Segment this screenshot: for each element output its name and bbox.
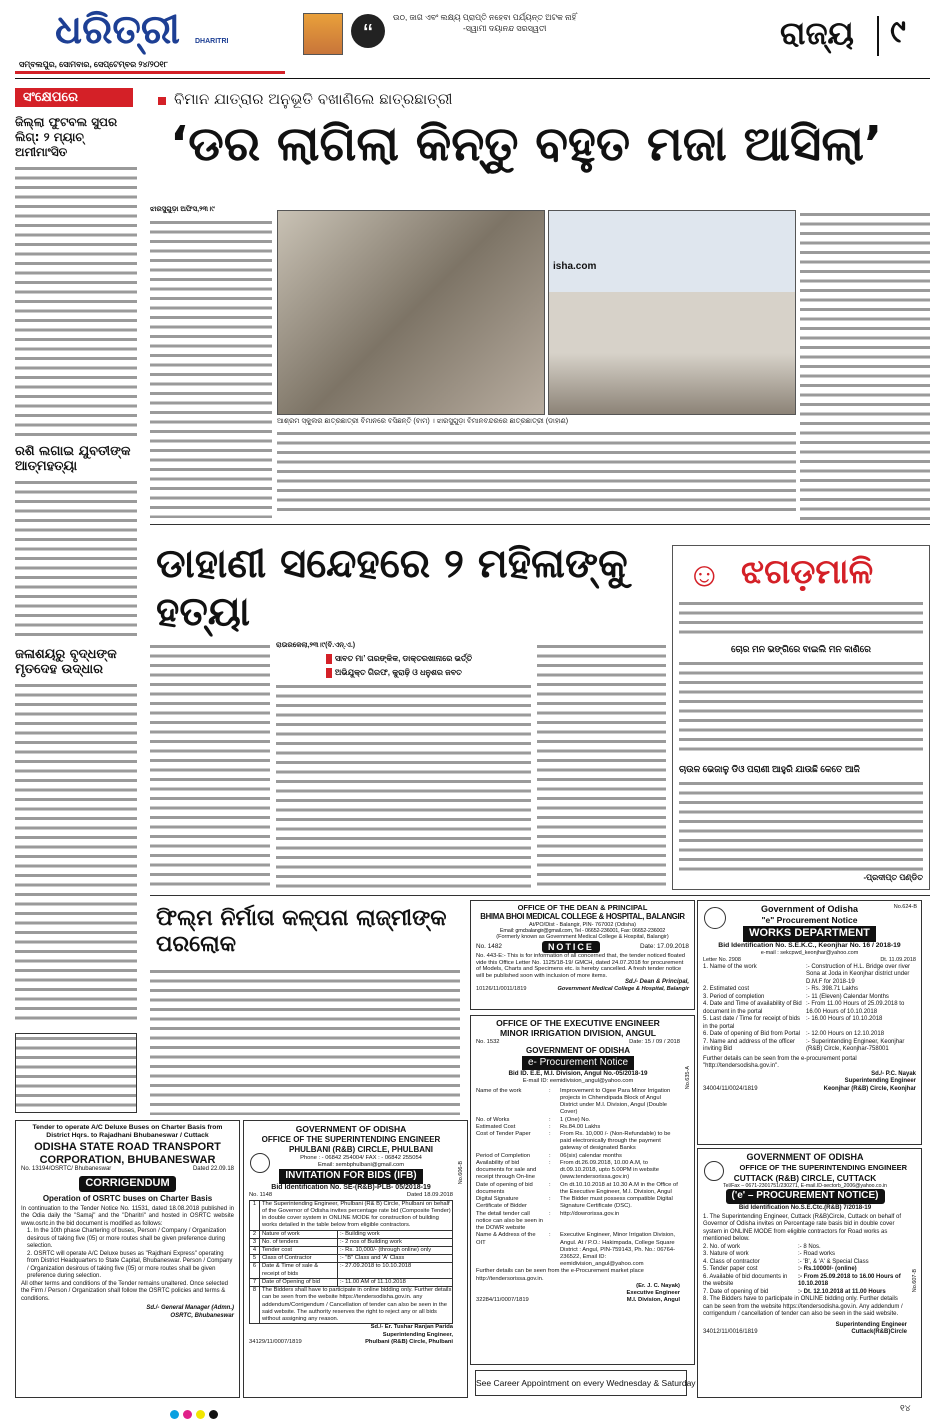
- ad-row: Availability of bid documents for sale and receipt through On-line : From dt.26.09.2018, 10.00 A.M, to dt.09.10.2018, upto 5.00PM in website (www.tendersorissa.gov.in): [476, 1160, 680, 1182]
- ad-title: PHULBANI (R&B) CIRCLE, PHULBANI: [289, 1144, 433, 1154]
- odisha-emblem-icon: [250, 1153, 270, 1173]
- portrait-image: [303, 13, 343, 55]
- ad-row: 2 Nature of work :- Building work: [250, 1231, 452, 1239]
- ad-title: BHIMA BHOI MEDICAL COLLEGE & HOSPITAL, BALANGIR: [480, 911, 685, 921]
- ad-note: (Formerly known as Government Medical College & Hospital, Balangir): [496, 934, 669, 941]
- ad-row: 5 Class of Contractor :- "B" Class and 'A' Class: [250, 1255, 452, 1263]
- photo-caption-block: [277, 418, 796, 516]
- ad-row: [703, 986, 916, 994]
- ad-row-number: 7: [250, 1279, 260, 1286]
- ad-side-number: No.607-B: [912, 1269, 919, 1293]
- ad-signature: Sd./- General Manager (Admn.): [146, 1305, 234, 1311]
- ad-code: 34012/11/0016/1819: [703, 1329, 758, 1336]
- ad-side-number: No.606-B: [458, 1161, 465, 1185]
- quote-body: ଉଠ, ଜାଗ ଏବଂ ଲକ୍ଷ୍ୟ ପ୍ରାପ୍ତି ନହେବା ପର୍ଯ୍ୟନ୍ତ ଅଟକ ନାହିଁ: [393, 13, 577, 22]
- ad-row-number: 4: [250, 1247, 260, 1254]
- story-film: [150, 900, 460, 1115]
- ad-item: 8. The Bidders have to participate in ONLINE bidding only. Further details can be seen from the website https://tendersodisha.gov.in. Any addendum / corrigendum / cancellation of tender can also be seen in the said website.: [703, 1296, 903, 1318]
- ad-item: 1. The Superintending Engineer, Cuttack (R&B)Circle, Cuttack on behalf of Governor of Odisha invites on Percentage rate basis bid in double cover system in ONLINE MODE from eligible contractors for Road works as mentioned below.: [703, 1213, 901, 1243]
- ad-row: [703, 994, 916, 1002]
- ad-row: [703, 1259, 907, 1267]
- ad-row-value: From dt.26.09.2018, 10.00 A.M, to dt.09.10.2018, upto 5.00PM in website (www.tendersorissa.gov.in): [560, 1159, 659, 1181]
- ad-row-value: 27.09.2018 to 10.10.2018: [345, 1263, 412, 1270]
- ad-further: Further details can be seen from the e-procurement portal "http://tendersodisha.gov.in".: [703, 1055, 857, 1070]
- photo-sign-text: isha.com: [553, 261, 597, 272]
- ad-row-number: 5: [250, 1255, 260, 1262]
- ad-row-value: :- Construction of H.L. Bridge over river Sona at Joda in Keonjhar district under D.M.F for 2018-19: [806, 963, 911, 985]
- ad-phulbani-ifb: [243, 1120, 468, 1398]
- ad-code: 34004/11/0024/1819: [703, 1085, 758, 1092]
- newspaper-logo-en: DHARITRI: [195, 38, 229, 45]
- ad-row-number: 6: [250, 1263, 260, 1277]
- ad-row: [703, 1251, 907, 1259]
- ad-number: No. 13194/OSRTC/ Bhubaneswar: [21, 1166, 112, 1173]
- ad-row-value: :- 'B', & 'A' & Special Class: [798, 1258, 869, 1265]
- ad-email: e-mail : sekcpwd_keonjhar@yahoo.com: [760, 950, 859, 957]
- ad-row-label: Name & Address of the OIT: [476, 1232, 536, 1246]
- story-body: [277, 429, 796, 516]
- satire-intro: [679, 599, 923, 636]
- ad-row-label: 3. Period of completion: [703, 993, 765, 1000]
- ad-row-label: 4. Date and Time of availability of Bid document in the portal: [703, 1001, 802, 1015]
- ad-row-value: :- 16.00 Hours of 10.10.2018: [806, 1016, 883, 1023]
- ad-row: Period of Completion : 06(six) calendar months: [476, 1153, 680, 1160]
- ad-row: [703, 1001, 916, 1016]
- ad-row-value: 06(six) calendar months: [560, 1152, 622, 1159]
- ad-title: ODISHA STATE ROAD TRANSPORT CORPORATION, BHUBANESWAR: [34, 1140, 221, 1166]
- story-body: [150, 642, 270, 890]
- ad-signature: Government Medical College & Hospital, Balangir: [557, 986, 689, 993]
- ad-row-value: The Bidder must possess compatible Digital Signature Certificate (DSC).: [560, 1196, 673, 1210]
- satire-title: ଝଗଡ଼ମାଳି: [741, 552, 874, 592]
- ad-signature: (Er. J. C. Nayak): [636, 1282, 680, 1289]
- ad-department-label: WORKS DEPARTMENT: [743, 926, 876, 942]
- ad-row-value: Improvement to Ogee Para Minor Irrigation projects in Chhendipada Block of Angul District under M.I. Division, Angul (Double Cover): [560, 1087, 671, 1116]
- ad-row-value: On dt.10.10.2018 at 10.30 A.M in the Office of the Executive Engineer, M.I. Division, Angul: [560, 1181, 678, 1195]
- ad-row: No. of Works : 1 (One) No.: [476, 1117, 680, 1124]
- satire-body: [679, 779, 923, 871]
- ad-number: No. 1532: [476, 1038, 500, 1045]
- ad-contact: Tel/Fax – 0671-2301751/230271, E-mail.ID-sectorb_2006@yahoo.co.in: [723, 1182, 887, 1189]
- ad-procurement-label: e- Procurement Notice: [522, 1056, 634, 1071]
- career-banner: [475, 1370, 696, 1396]
- ad-row-label: 4. Class of contractor: [703, 1258, 760, 1265]
- ad-row-label: Tender cost: [260, 1247, 338, 1254]
- ad-date: Date: 17.09.2018: [639, 943, 689, 950]
- ad-side-number: No.635-A: [685, 1066, 692, 1090]
- ad-row-label: 6. Available of bid documents in the website: [703, 1273, 788, 1288]
- satire-author: -ପ୍ରଦୀପ୍ତ ପଣ୍ଡିତ: [863, 872, 923, 882]
- ad-row-label: 6. Date of opening of Bid from Portal: [703, 1031, 801, 1038]
- ad-row-label: 5. Last date / Time for receipt of bids in the portal: [703, 1016, 801, 1030]
- ad-date: Dated 22.09.18: [192, 1166, 234, 1173]
- ad-row-value: Building work: [345, 1230, 380, 1237]
- ad-date: Dated 18.09.2018: [406, 1192, 453, 1199]
- ad-row-value: http://dowrorissa.gov.in: [560, 1210, 620, 1217]
- ad-row-label: 1. Name of the work: [703, 963, 757, 970]
- newspaper-logo: ଧରିତ୍ରୀ: [55, 7, 180, 53]
- ad-table: [703, 964, 916, 1054]
- ad-letter-no: Letter No. 2908: [703, 956, 741, 963]
- ad-item: The Bidders shall have to participate in online bidding only. Further details can be seen from the website https://tendersodisha.gov.in. any addendum/Corrigendum / Cancellation of tender can also be seen in the said website. The authority reserves the right to reject any or all bids without assigning any reason.: [262, 1287, 452, 1323]
- ad-row-label: 2. No. of work: [703, 1243, 741, 1250]
- ad-row-number: 1: [250, 1201, 260, 1230]
- brief-body: [15, 164, 137, 436]
- story-body: [800, 210, 930, 520]
- ad-row: [703, 1031, 916, 1039]
- ad-contact: Email: gmcbalangir@gmail.com, Tel - 06652-236001, Fax: 06652-236002: [499, 927, 666, 934]
- ad-row-number: 2: [250, 1231, 260, 1238]
- ad-bhima-bhoi-notice: [470, 900, 695, 1010]
- ad-body: In continuation to the Tender Notice No. 11531, dated 18.08.2018 published in the Odia daily the "Samaj" and the "Dharitri" and hosted in OSRTC website www.osrtc.in the bid document is modified as follows:: [21, 1205, 234, 1227]
- ad-row-label: Estimated Cost: [476, 1123, 516, 1130]
- ad-row-value: 11.00 AM of 11.10.2018: [345, 1278, 406, 1285]
- dateline: [15, 60, 285, 74]
- ad-row: The detail tender call notice can also be seen in the DOWR website : http://dowrorissa.gov.in: [476, 1211, 680, 1233]
- ad-title: OFFICE OF THE SUPERINTENDING ENGINEER: [739, 1163, 907, 1173]
- ad-row-label: Period of Completion: [476, 1152, 531, 1159]
- ad-title: GOVERNMENT OF ODISHA: [746, 1152, 864, 1162]
- ad-title: OFFICE OF THE DEAN & PRINCIPAL: [517, 903, 648, 912]
- ad-row-label: Availability of bid documents for sale and receipt through On-line: [476, 1159, 537, 1181]
- ad-row: [703, 1039, 916, 1054]
- ad-row-value: :- Dt. 12.10.2018 at 11.00 Hours: [798, 1288, 886, 1295]
- ad-row: 3 No. of tenders :- 2 nos of Building work: [250, 1239, 452, 1247]
- ad-signature: OSRTC, Bhubaneswar: [170, 1312, 234, 1319]
- ad-row-label: Date of Opening of bid: [260, 1279, 338, 1286]
- ad-row-value: :- Rs. 398.71 Lakhs: [806, 986, 859, 993]
- ad-corrigendum-label: CORRIGENDUM: [79, 1176, 175, 1192]
- quote-author: -ସ୍ୱାମୀ ଦୟାନନ୍ଦ ସରସ୍ୱତୀ: [463, 24, 547, 34]
- story-headline: ଡାହାଣୀ ସନ୍ଦେହରେ ୨ ମହିଳାଙ୍କୁ ହତ୍ୟା: [156, 541, 628, 635]
- ad-row-value: :- From 25.09.2018 to 16.00 Hours of 10.10.2018: [798, 1273, 901, 1288]
- ad-row-label: Nature of work: [260, 1231, 338, 1238]
- ad-row: 4 Tender cost :- Rs. 10,000/- (through online) only: [250, 1247, 452, 1255]
- ad-row: [703, 1289, 907, 1297]
- ad-further: Further details can be seen from the e-Procurement market place http://tendersorissa.gov.in.: [476, 1268, 644, 1282]
- page-marker: ୧୪: [900, 1403, 911, 1413]
- ad-row-value: Rs. 10,000/- (through online) only: [345, 1246, 432, 1253]
- satire-box: [672, 545, 930, 890]
- odisha-emblem-icon: [704, 1161, 724, 1181]
- ad-row: 6 Date & Time of sale & receipt of bids :- 27.09.2018 to 10.10.2018: [250, 1263, 452, 1278]
- ad-row: Name of the work : Improvement to Ogee Para Minor Irrigation projects in Chhendipada Block of Angul District under M.I. Division, Angul (Double Cover): [476, 1088, 680, 1117]
- ad-row: Date of opening of bid documents : On dt.10.10.2018 at 10.30 A.M in the Office of the Executive Engineer, M.I. Division, Angul: [476, 1182, 680, 1196]
- ad-row-label: Name of the work: [476, 1087, 522, 1094]
- satire-subhead: ଚାଉଳ ଭେଜାଳୁ ଡିଓ ପରାଣୀ ଆହୁରି ଯାଉଛି କେତେ ଆଜି: [679, 763, 860, 774]
- ad-row: [703, 1266, 907, 1274]
- ad-row: [703, 964, 916, 987]
- ad-osrtc-corrigendum: [15, 1120, 240, 1398]
- ad-title: CUTTACK (R&B) CIRCLE, CUTTACK: [733, 1172, 877, 1183]
- ad-title: MINOR IRRIGATION DIVISION, ANGUL: [499, 1027, 657, 1038]
- ad-item: 1. In the 10th phase Chartering of buses, Person / Company / Organization desirous of taking five (05) or more routes shall be given preference during selection.: [27, 1228, 227, 1249]
- ad-code: 34129/11/0007/1819: [249, 1338, 302, 1345]
- ad-procurement-label: ('e' – PROCUREMENT NOTICE): [726, 1189, 885, 1204]
- story-body: [150, 967, 460, 1115]
- color-registration-marks: [170, 1410, 218, 1419]
- ad-title: Government of Odisha: [760, 904, 858, 914]
- ad-date: Date: 15 / 09 / 2018: [629, 1038, 680, 1045]
- ad-angul-irrigation: [470, 1015, 695, 1365]
- ad-row-value: 2 nos of Building work: [345, 1238, 402, 1245]
- ad-signature: Sd./- Er. Tushar Ranjan Parida: [370, 1324, 453, 1331]
- ad-cuttack-procurement: [697, 1148, 922, 1398]
- ad-row-value: :- From 11.00 Hours of 25.09.2018 to 16.00 Hours of 10.10.2018: [806, 1001, 905, 1015]
- highlight-bullet: ଅଭିଯୁକ୍ତ ଗିରଫ, କୁରାଢ଼ି ଓ ଧନୁଶର ଜବତ: [326, 668, 531, 678]
- ad-row-label: 7. Date of opening of bid: [703, 1288, 769, 1295]
- ad-row-value: :- 11 (Eleven) Calendar Months: [806, 993, 889, 1000]
- ad-number: No. 1148: [249, 1192, 273, 1199]
- ad-row-label: No. of Works: [476, 1116, 510, 1123]
- ad-signature: Sd./- P.C. Nayak: [871, 1070, 916, 1077]
- ad-bid-id: Bid Identification No. S.E.K.C., Keonjhar No. 16 / 2018-19: [718, 941, 901, 949]
- career-banner-text: See Career Appointment on every Wednesday & Saturday: [476, 1378, 696, 1388]
- ad-signature: Sd./- Dean & Principal,: [624, 979, 689, 986]
- story-byline: ରାଉରକେଲା,୨୩।୯(ବି.ଏନ୍.ଏ.): [276, 642, 356, 649]
- brief-headline: ରଶି ଲଗାଇ ଯୁବତୀଙ୍କ ଆତ୍ମହତ୍ୟା: [15, 443, 131, 474]
- ad-row: 7 Date of Opening of bid :- 11.00 AM of 11.10.2018: [250, 1279, 452, 1287]
- ad-email: Email: sembphulbani@gmail.com: [317, 1161, 405, 1168]
- ad-row-value: :- Road works: [798, 1251, 836, 1258]
- cartoon-icon: ☺: [687, 556, 722, 594]
- ad-title: OFFICE OF THE EXECUTIVE ENGINEER: [496, 1018, 660, 1028]
- ad-row: [703, 1274, 907, 1289]
- ad-code: 32284/11/0007/1819: [476, 1297, 529, 1304]
- ad-contact: Phone : - 06842 254004/ FAX : - 06842 255054: [300, 1154, 422, 1161]
- ad-row-value: "B" Class and 'A' Class: [345, 1255, 405, 1262]
- satire-body: [679, 659, 923, 756]
- photo-students-plane: [548, 210, 796, 415]
- ad-address: At/PO/Dist - Balangir, PIN- 767002 (Odisha): [529, 921, 636, 928]
- highlight-bullet: ସାବତ ମା’ ତାରଙ୍କିକ, ଡାକ୍ତରଖାନାରେ ଭର୍ତ୍ତି: [326, 654, 531, 664]
- ad-row: [703, 1244, 907, 1252]
- ad-title: GOVERNMENT OF ODISHA: [525, 1045, 630, 1055]
- story-headline: ‘ଡର ଲାଗିଲା କିନ୍ତୁ ବହୁତ ମଜା ଆସିଲା’: [170, 116, 883, 172]
- ad-row-value: Executive Engineer, Minor Irrigation Division, Angul. At / P.O.: Hakimpada, College Square District : Angul, PIN-759143, Ph. No.: 06764- 236522, Email ID: eemidivision_angul@yahoo.com: [560, 1232, 676, 1268]
- story-body: [150, 218, 272, 518]
- divider: [150, 524, 930, 525]
- ad-row-value: :- Rs.10000/- (online): [798, 1266, 857, 1273]
- ad-signature: Phulbani (R&B) Circle, Phulbani: [365, 1338, 453, 1345]
- story-body: [276, 682, 531, 890]
- ad-row: Estimated Cost : Rs.84.00 Lakhs: [476, 1124, 680, 1131]
- ad-row-label: 5. Tender paper cost: [703, 1266, 758, 1273]
- story-middle-column: [276, 642, 531, 890]
- ad-title: "e" Procurement Notice: [761, 915, 858, 926]
- ad-row: [703, 1016, 916, 1031]
- ad-row-label: The detail tender call notice can also be seen in the DOWR website: [476, 1210, 544, 1232]
- ad-row-label: Cost of Tender Paper: [476, 1130, 531, 1137]
- section-title: ରାଜ୍ୟ: [780, 14, 854, 52]
- ad-ifb-label: INVITATION FOR BIDS (IFB): [279, 1169, 422, 1184]
- ad-bid-id: Bid Identification No. SE-(R&B)-PLB- 05/2018-19: [271, 1183, 431, 1191]
- ad-title: OFFICE OF THE SUPERINTENDING ENGINEER: [261, 1134, 441, 1144]
- story-byline: ଝାରସୁଗୁଡ଼ା ଅଫିସ,୨୩।୯: [150, 206, 215, 213]
- page-number: ୯: [890, 12, 906, 50]
- brief-body: [15, 478, 137, 640]
- ad-row: Digital Signature Certificate of Bidder : The Bidder must possess compatible Digital Signature Certificate (DSC).: [476, 1196, 680, 1210]
- ad-row-value: 1 (One) No.: [560, 1116, 591, 1123]
- briefs-column: [15, 88, 137, 1113]
- ad-row-value: :- Superintending Engineer, Keonjhar (R&B) Circle, Keonjhar-758001: [806, 1038, 905, 1053]
- story-witch: [150, 530, 666, 890]
- brief-box: [15, 1033, 137, 1113]
- ad-row: Name & Address of the OIT : Executive Engineer, Minor Irrigation Division, Angul. At / P.O.: Hakimpada, College Square District : Angul, PIN-759143, Ph. No.: 06764- 236522, Email ID: eemidivision_angul@yahoo.com: [476, 1232, 680, 1268]
- brief-body: [15, 681, 137, 1023]
- ad-row-number: 8: [250, 1287, 260, 1323]
- ad-title: GOVERNMENT OF ODISHA: [295, 1124, 407, 1134]
- ad-bid-id: Bid Identification No.S.E.Ctc.(R&B) 7/2018-19: [738, 1203, 872, 1211]
- story-kicker: ବିମାନ ଯାତ୍ରାର ଅନୁଭୂତି ବଖାଣିଲେ ଛାତ୍ରଛାତ୍ରୀ: [174, 90, 453, 108]
- ad-signature: Keonjhar (R&B) Circle, Keonjhar: [823, 1085, 916, 1092]
- briefs-tag: ସଂକ୍ଷେପରେ: [15, 88, 133, 107]
- masthead: [15, 8, 930, 80]
- ad-signature: Superintending Engineer,: [382, 1331, 453, 1338]
- story-plane: [150, 88, 930, 520]
- ad-row-value: :- 8 Nos.: [798, 1243, 821, 1250]
- brief-headline: ଜିଲ୍ଲା ଫୁଟବଲ ସୁପର ଲିଗ୍: ୨ ମ୍ୟାଚ୍ ଅମୀମାଂସିତ: [15, 115, 118, 159]
- story-body: [537, 642, 666, 890]
- ad-row-label: No. of tenders: [260, 1239, 338, 1246]
- divider: [877, 16, 879, 56]
- ad-item: The Superintending Engineer, Phulbani (R& B) Circle, Phulbani on behalf of the Governor of Odisha invites percentage rate bid (Composite Tender) in double cover system in ONLINE MODE for construction of building works detailed in the table below from eligible contractors.: [262, 1200, 451, 1229]
- ad-row-value: From Rs. 10,000 /- (Non-Refundable) to be paid electronically through the payment gateway of designated Banks: [560, 1130, 671, 1152]
- ad-code: 10126/11/0011/1819: [476, 986, 527, 993]
- ad-table: [250, 1231, 452, 1288]
- ad-body: All other terms and conditions of the Tender remains unaltered. Once selected the Firm / Person / Organization shall follow the OSRTC policies and terms & conditions.: [21, 1280, 229, 1302]
- ad-signature: Cuttack(R&B)Circle: [851, 1329, 907, 1336]
- satire-subhead: ଚୋର ମନ ଭଙ୍ଗିରେ ବାଇଲି ମନ କାଣିରେ: [731, 643, 871, 654]
- ad-bid-id: Bid ID. E.E, M.I. Division, Angul No.-05/2018-19: [508, 1070, 648, 1078]
- ad-number: No. 1482: [476, 943, 502, 950]
- ad-table: [703, 1244, 907, 1297]
- ad-row-label: Date of opening of bid documents: [476, 1181, 533, 1195]
- story-headline: ଫିଲ୍ମ ନିର୍ମାତା କଳ୍ପନା ଲାଜ୍ମୀଙ୍କ ପରଲୋକ: [156, 906, 447, 958]
- ad-signature: Superintending Engineer: [844, 1078, 916, 1085]
- ad-signature: M.I. Division, Angul: [626, 1297, 680, 1304]
- ad-row: Cost of Tender Paper : From Rs. 10,000 /- (Non-Refundable) to be paid electronically through the payment gateway of designated Banks: [476, 1131, 680, 1153]
- quote-icon: “: [351, 14, 385, 48]
- ad-body: No. 443-E:- This is for information of all concerned that, the tender noticed floated vide this Office Letter No. 1125/18-19/ GMCH, dated 24.07.2018 for procurement of Models, Charts and Specimens etc. is hereby cancelled. A fresh tender notice will be published soon with inclusion of more items.: [476, 952, 686, 979]
- ad-row-label: 3. Nature of work: [703, 1251, 749, 1258]
- ad-row-label: Digital Signature Certificate of Bidder: [476, 1196, 527, 1210]
- divider: [15, 78, 930, 79]
- photo-caption: ଆଶ୍ରମ ସ୍କୁଲର ଛାତ୍ରଛାତ୍ରୀ ବିମାନରେ ବସିଛନ୍ତି (ବାମ) । ଝାରସୁଗୁଡ଼ା ବିମାନବନ୍ଦରରେ ଛାତ୍ରଛାତ୍ରୀ (ଡାହାଣ): [277, 418, 569, 425]
- brief-headline: ଜଳାଶୟରୁ ବୃଦ୍ଧଙ୍କ ମୃତଦେହ ଉଦ୍ଧାର: [15, 647, 117, 678]
- ad-row-label: 7. Name and address of the officer inviting Bid: [703, 1038, 795, 1053]
- dateline-text: ସମ୍ବଲପୁର, ସୋମବାର, ସେପ୍ଟେମ୍ବର ୨୪/୨୦୧୮: [19, 60, 168, 69]
- kicker-mark: [158, 97, 166, 105]
- ad-row-label: 2. Estimated cost: [703, 986, 750, 993]
- ad-row-value: :- 12.00 Hours on 12.10.2018: [806, 1031, 885, 1038]
- highlight-box: [326, 654, 531, 678]
- ad-signature: Executive Engineer: [626, 1290, 680, 1297]
- ad-date: Dt. 11.09.2018: [880, 956, 916, 963]
- ad-title: Tender to operate A/C Deluxe Buses on Charter Basis from District Hqrs. to Rajadhani Bhubaneswar / Cuttack: [32, 1124, 223, 1140]
- divider: [150, 895, 930, 896]
- photo-plane-cabin: [277, 210, 545, 415]
- ad-row-number: 3: [250, 1239, 260, 1246]
- ad-row-label: Date & Time of sale & receipt of bids: [260, 1263, 338, 1277]
- ad-works-department: [697, 900, 922, 1145]
- ad-row-label: Class of Contractor: [260, 1255, 338, 1262]
- ad-notice-label: NOTICE: [542, 941, 600, 953]
- ad-signature: Superintending Engineer: [835, 1321, 907, 1328]
- ad-subtitle: Operation of OSRTC buses on Charter Basis: [42, 1193, 213, 1203]
- ad-number: No.624-B: [893, 904, 917, 910]
- odisha-emblem-icon: [704, 907, 726, 929]
- story-columns: [150, 642, 666, 890]
- ad-item: 2. OSRTC will operate A/C Deluxe buses as "Rajdhani Express" operating from District Headquarters to State Capital, Bhubaneswar. Person / Company / Organization desirous of taking five (05) or more routes shall be given preference during selection.: [27, 1250, 233, 1279]
- quote-text: [393, 12, 693, 34]
- ad-email: E-mail ID: eemidivision_angul@yahoo.com: [522, 1078, 634, 1085]
- ad-table: [476, 1088, 680, 1269]
- ad-row-value: Rs.84.00 Lakhs: [560, 1123, 601, 1130]
